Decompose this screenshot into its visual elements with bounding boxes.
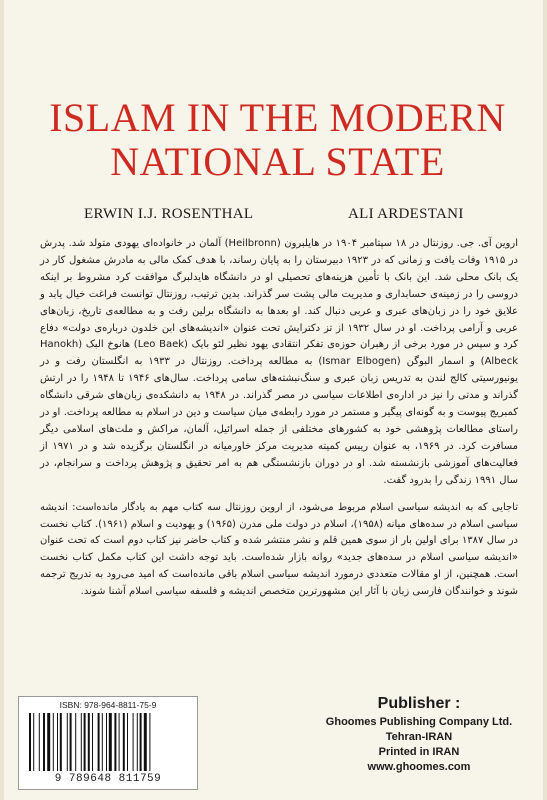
isbn-label: ISBN: 978-964-8811-75-9 bbox=[59, 700, 157, 710]
barcode-digits: 9 789648 811759 bbox=[54, 773, 162, 785]
barcode-bar bbox=[114, 713, 116, 771]
publisher-block bbox=[304, 693, 534, 775]
translator-name: ALI ARDESTANI bbox=[348, 206, 464, 222]
description-text bbox=[40, 236, 518, 601]
barcode-bar bbox=[144, 713, 147, 771]
author-name: ERWIN I.J. ROSENTHAL bbox=[84, 206, 254, 222]
publisher-location: Tehran-IRAN bbox=[385, 731, 453, 743]
barcode-bar bbox=[75, 713, 76, 771]
barcode-bar bbox=[60, 713, 62, 771]
barcode-bar bbox=[39, 713, 40, 771]
barcode-bar bbox=[57, 713, 58, 771]
isbn-barcode bbox=[18, 696, 198, 790]
biography-paragraph: اروین آی. جی. روزنتال در ۱۸ سپتامبر ۱۹۰۴ در هایلبرون (Heilbronn) آلمان در خانواده‌ای یهودی متولد شد. پدرش در ۱۹۱۵ وفات یافت و زمانی که در ۱۹۲۳ دبیرستان را به پایان رساند، با هدف کمک مالی به مادرش مشغول کار در یک بانک محلی شد. این بانک با تأمین هزینه‌های تحصیلی او در دانشگاه هایدلبرگ موافقت کرد مشروط بر اینکه دروسی را در زمینه‌ی حسابداری و مدیریت مالی پشت سر گذراند. بدین ترتیب، روزنتال توانست فراغت خیال یابد و علایق خود را در زبان‌های عبری و عربی دنبال کند. او بعدها به دانشگاه برلین رفت و به مطالعه‌ی تاریخ، زبان‌های عربی و آرامی پرداخت. او در سال ۱۹۳۲ از تز دکترایش تحت عنوان «اندیشه‌های ابن خلدون درباره‌ی دولت» دفاع کرد و سپس در مورد برخی از رهبران حوزه‌ی تفکر انتقادی یهود نظیر لئو بایک (Leo Baek) هانوخ البک (Hanokh Albeck) و اسمار البوگن (Ismar Elbogen) به مطالعه پرداخت. روزنتال در ۱۹۳۳ به انگلستان رفت و در یونیورسیتی کالج لندن به تدریس زبان عبری و سنگ‌نبشته‌های سامی پرداخت. سال‌های ۱۹۴۶ تا ۱۹۴۸ را در ارتش گذراند و مدتی را نیز در اداره‌ی اطلاعات سیاسی در مصر گذراند. در ۱۹۴۸ به دانشکده‌ی زبان‌های شرقی دانشگاه کمبریج پیوست و به گونه‌ای پیگیر و مستمر در مورد رابطه‌ی میان سیاست و دین در اسلام به مطالعه پرداخت. او در راستای مطالعات پژوهشی خود به کشورهای مختلفی از جمله اسرائیل، آلمان، مراکش و ملت‌های اسلامی دیگر مسافرت کرد. در ۱۹۶۹، به عنوان رییس کمیته مدیریت مرکز خاورمیانه در انگلستان برگزیده شد و در ۱۹۷۱ از فعالیت‌های آموزشی بازنشسته شد. او در دوران بازنشستگی هم به امر تحقیق و پژوهش پرداخت و سرانجام، در سال ۱۹۹۱ زندگی را بدرود گفت. bbox=[40, 238, 518, 486]
publisher-label: Publisher : bbox=[377, 695, 461, 712]
barcode-bar bbox=[133, 713, 134, 771]
barcode-bar bbox=[84, 713, 86, 771]
publisher-name: Ghoomes Publishing Company Ltd. bbox=[325, 716, 513, 728]
barcode-bar bbox=[88, 713, 90, 771]
barcode-bar bbox=[102, 713, 103, 771]
book-title bbox=[4, 96, 547, 184]
barcode-bar bbox=[29, 713, 31, 771]
barcode-bar bbox=[81, 713, 82, 771]
barcode-bar bbox=[98, 713, 100, 771]
barcode-bar bbox=[67, 713, 68, 771]
barcode-bar bbox=[43, 713, 45, 771]
publisher-website[interactable]: www.ghoomes.com bbox=[367, 761, 471, 773]
barcode-bar bbox=[140, 713, 142, 771]
barcode-bar bbox=[53, 713, 54, 771]
barcode-bar bbox=[119, 713, 120, 771]
barcode-bar bbox=[123, 713, 125, 771]
barcode-bar bbox=[47, 713, 50, 771]
barcode-bar bbox=[70, 713, 72, 771]
books-paragraph: تاجایی که به اندیشه سیاسی اسلام مربوط می‌شود، از اروین روزنتال سه کتاب مهم به یادگار مانده‌است: اندیشه سیاسی اسلام در سده‌های میانه (۱۹۵۸)، اسلام در دولت ملی مدرن (۱۹۶۵) و یهودیت و اسلام (۱۹۶۱). کتاب نخست در سال ۱۳۸۷ برای اولین بار از سوی همین قلم و نشر منتشر شده و کتاب حاضر نیز کتاب دوم است که تحت عنوان «اندیشه سیاسی اسلام در سده‌های جدید» روانه بازار شده‌است. باید توجه داشت این کتاب مکمل کتاب نخست است. همچنین، از او مقالات متعددی درمورد اندیشه سیاسی اسلام باقی مانده‌است که امید می‌رود به تدریج ترجمه شوند و خوانندگان فارسی زبان با آثار این مشهورترین متخصص اندیشه و فلسفه سیاسی اسلام آشنا شوند. bbox=[40, 501, 518, 598]
barcode-bar bbox=[127, 713, 128, 771]
printed-in: Printed in IRAN bbox=[378, 746, 460, 758]
barcode-bar bbox=[92, 713, 93, 771]
barcode-bar bbox=[137, 713, 138, 771]
title-line-2: NATIONAL STATE bbox=[110, 139, 445, 184]
title-line-1: ISLAM IN THE MODERN bbox=[49, 95, 506, 140]
barcode-bar bbox=[33, 713, 34, 771]
barcode-bars bbox=[29, 713, 187, 771]
barcode-bar bbox=[106, 713, 107, 771]
barcode-bar bbox=[109, 713, 112, 771]
barcode-bar bbox=[149, 713, 150, 771]
